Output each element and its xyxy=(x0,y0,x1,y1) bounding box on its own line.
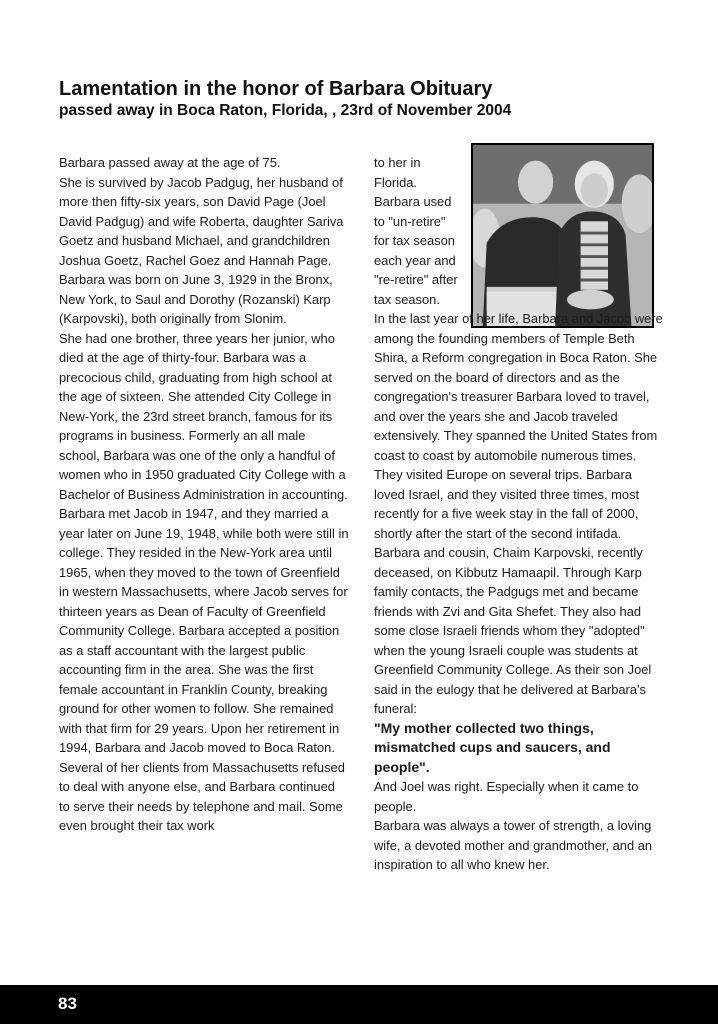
paragraph: Barbara was born on June 3, 1929 in the Bronx, New York, to Saul and Dorothy (Rozanski) Karp (Karpovski), both originally from Slonim. xyxy=(59,272,333,326)
paragraph: In the last year of her life, Barbara and Jacob were among the founding members of Temple Beth Shira, a Reform congregation in Boca Raton. She served on the board of directors and as the congregation's treasurer Barbara loved to travel, and over the years she and Jacob traveled extensively. They spanned the United States from coast to coast by automobile numerous times. They visited Europe on several trips. Barbara loved Israel, and they visited three times, most recently for a five week stay in the fall of 2000, shortly after the start of the second intifada. Barbara and cousin, Chaim Karpovski, recently deceased, on Kibbutz Hamaapil. Through Karp family contacts, the Padgugs met and became friends with Zvi and Gita Shefet. They also had some close Israeli friends whom they "adopted" when the young Israeli couple was students at Greenfield Community College. As their son Joel said in the eulogy that he delivered at Barbara's funeral: xyxy=(374,311,663,716)
right-column xyxy=(374,153,664,875)
paragraph: Barbara was always a tower of strength, a loving wife, a devoted mother and grandmother, and an inspiration to all who knew her. xyxy=(374,818,653,872)
wrapped-paragraph: to her in Florida. Barbara used to "un-retire" for tax season each year and "re-retire" after tax season. xyxy=(374,155,458,307)
paragraph: Barbara met Jacob in 1947, and they married a year later on June 19, 1948, while both were still in college. They resided in the New-York area until 1965, when they moved to the town of Greenfield in western Massachusetts, where Jacob serves for thirteen years as Dean of Faculty of Greenfield Community College. Barbara accepted a position as a staff accountant with the largest public accounting firm in the area. She was the first female accountant in Franklin County, breaking ground for other women to follow. She remained with that firm for 29 years. Upon her retirement in 1994, Barbara and Jacob moved to Boca Raton. xyxy=(59,506,349,755)
page-title: Lamentation in the honor of Barbara Obituary xyxy=(59,78,493,100)
paragraph: And Joel was right. Especially when it came to people. xyxy=(374,779,639,814)
paragraph: Barbara passed away at the age of 75. xyxy=(59,155,281,170)
page-footer xyxy=(0,985,718,1024)
page-subtitle: passed away in Boca Raton, Florida, , 23rd of November 2004 xyxy=(59,102,512,119)
left-column xyxy=(59,153,349,836)
paragraph: Several of her clients from Massachusetts refused to deal with anyone else, and Barbara continued to serve their needs by telephone and mail. Some even brought their tax work xyxy=(59,759,345,833)
paragraph: She had one brother, three years her junior, who died at the age of thirty-four. Barbara was a precocious child, graduating from high school at the age of sixteen. She attended City College in New-York, the 23rd street branch, famous for its programs in business. Formerly an all male school, Barbara was one of the only a handful of women who in 1950 graduated City College with a Bachelor of Business Administration in accounting. xyxy=(59,330,348,502)
paragraph: She is survived by Jacob Padgug, her husband of more then fifty-six years, son David Page (Joel David Padgug) and wife Roberta, daughter Sariva Goetz and husband Michael, and grandchildren Joshua Goetz, Rachel Goez and Hannah Page. xyxy=(59,174,344,268)
eulogy-quote: "My mother collected two things, mismatched cups and saucers, and people". xyxy=(374,719,611,775)
page-number: 83 xyxy=(58,994,77,1013)
